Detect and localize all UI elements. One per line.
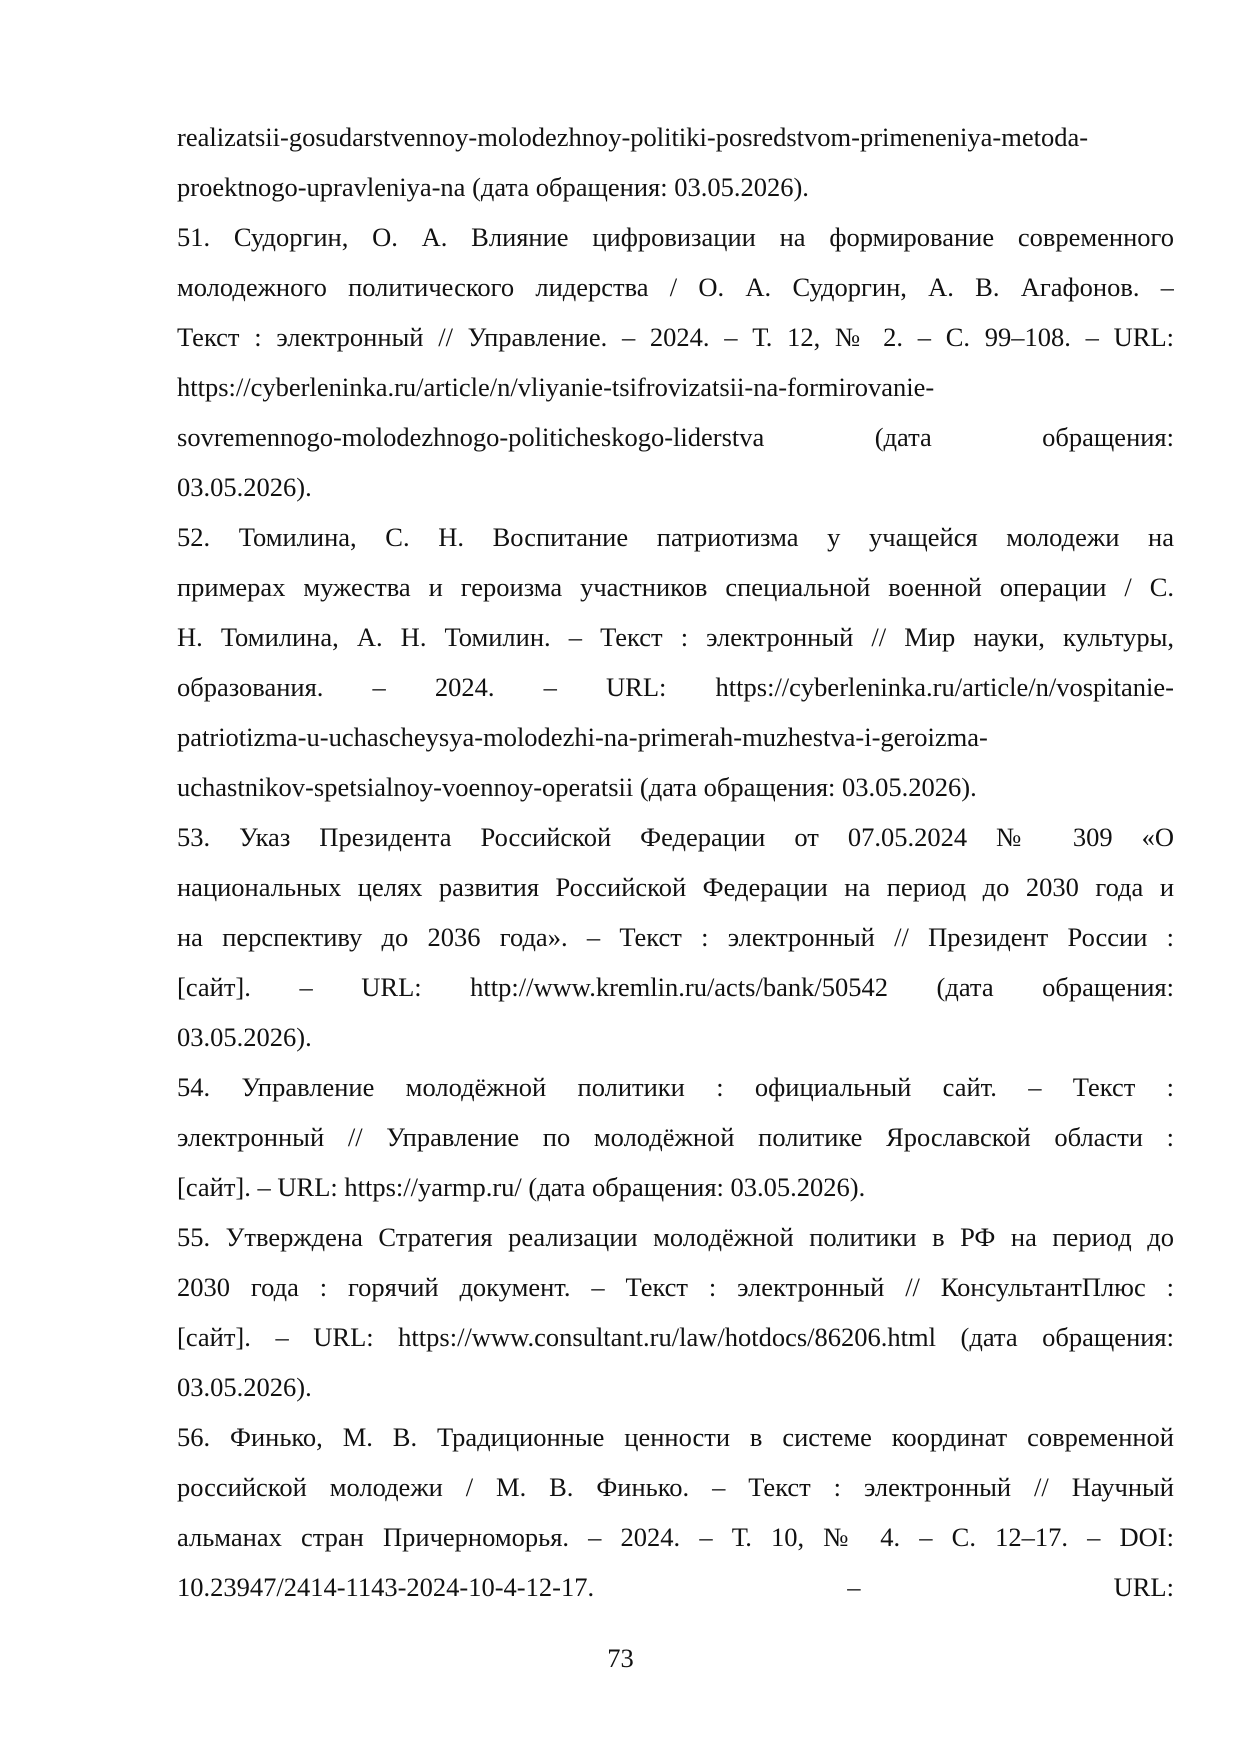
page-number: 73	[607, 1643, 634, 1673]
text-line: https://cyberleninka.ru/article/n/vliyanie-tsifrovizatsii-na-formirovanie-	[177, 372, 935, 402]
text-line: realizatsii-gosudarstvennoy-molodezhnoy-politiki-posredstvom-primeneniya-metoda-	[177, 122, 1089, 152]
text-line: примерах мужества и героизма участников специальной военной операции / С.	[177, 572, 1174, 602]
text-line: электронный // Управление по молодёжной политике Ярославской области :	[177, 1122, 1174, 1152]
text-line: Н. Томилина, А. Н. Томилин. – Текст : электронный // Мир науки, культуры,	[177, 622, 1174, 652]
text-line: образования. – 2024. – URL: https://cyberleninka.ru/article/n/vospitanie-	[177, 672, 1174, 702]
text-line: 51. Судоргин, О. А. Влияние цифровизации на формирование современного	[177, 222, 1174, 252]
text-line: patriotizma-u-uchascheysya-molodezhi-na-primerah-muzhestva-i-geroizma-	[177, 722, 988, 752]
text-line: 52. Томилина, С. Н. Воспитание патриотизма у учащейся молодежи на	[177, 522, 1174, 552]
text-line: 10.23947/2414-1143-2024-10-4-12-17. – URL:	[177, 1572, 1174, 1602]
text-line: 03.05.2026).	[177, 1022, 312, 1052]
text-line: proektnogo-upravleniya-na (дата обращения: 03.05.2026).	[177, 172, 809, 202]
text-line: [сайт]. – URL: https://yarmp.ru/ (дата обращения: 03.05.2026).	[177, 1172, 866, 1202]
reference-list	[177, 112, 1174, 1612]
text-line: 55. Утверждена Стратегия реализации молодёжной политики в РФ на период до	[177, 1222, 1174, 1252]
text-line: российской молодежи / М. В. Финько. – Текст : электронный // Научный	[177, 1472, 1174, 1502]
text-line: Текст : электронный // Управление. – 2024. – Т. 12, № 2. – С. 99–108. – URL:	[177, 322, 1174, 352]
text-line: национальных целях развития Российской Федерации на период до 2030 года и	[177, 872, 1174, 902]
text-line: 2030 года : горячий документ. – Текст : электронный // КонсультантПлюс :	[177, 1272, 1174, 1302]
text-line: [сайт]. – URL: http://www.kremlin.ru/acts/bank/50542 (дата обращения:	[177, 972, 1174, 1002]
text-line: sovremennogo-molodezhnogo-politicheskogo-liderstva (дата обращения:	[177, 422, 1174, 452]
text-line: 53. Указ Президента Российской Федерации от 07.05.2024 № 309 «О	[177, 822, 1174, 852]
text-line: [сайт]. – URL: https://www.consultant.ru/law/hotdocs/86206.html (дата обращения:	[177, 1322, 1174, 1352]
text-line: молодежного политического лидерства / О. А. Судоргин, А. В. Агафонов. –	[177, 272, 1174, 302]
text-line: 54. Управление молодёжной политики : официальный сайт. – Текст :	[177, 1072, 1174, 1102]
text-line: альманах стран Причерноморья. – 2024. – Т. 10, № 4. – С. 12–17. – DOI:	[177, 1522, 1174, 1552]
text-line: uchastnikov-spetsialnoy-voennoy-operatsii (дата обращения: 03.05.2026).	[177, 772, 977, 802]
text-line: 03.05.2026).	[177, 1372, 312, 1402]
text-line: 03.05.2026).	[177, 472, 312, 502]
text-line: на перспективу до 2036 года». – Текст : электронный // Президент России :	[177, 922, 1174, 952]
text-line: 56. Финько, М. В. Традиционные ценности в системе координат современной	[177, 1422, 1174, 1452]
